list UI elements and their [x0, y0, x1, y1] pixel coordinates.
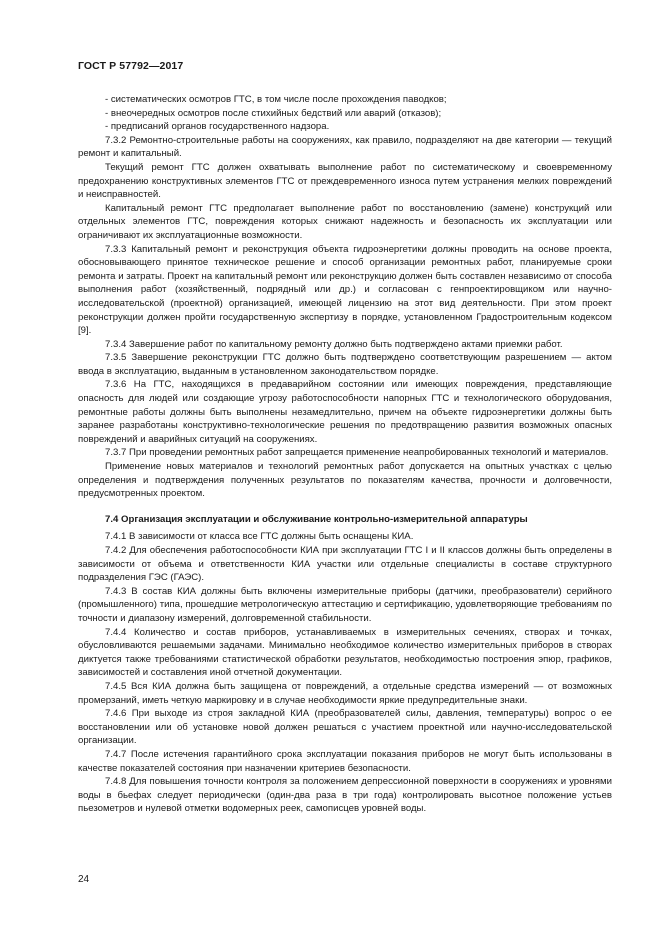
section-title: 7.4 Организация эксплуатации и обслуживание контрольно-измерительной аппаратуры — [105, 513, 528, 525]
paragraph: 7.4.7 После истечения гарантийного срока эксплуатации показания приборов не могут быть использованы в качестве показателей состояния при назначении критериев безопасности. — [78, 748, 612, 774]
document-code: ГОСТ Р 57792—2017 — [78, 60, 184, 72]
paragraph: 7.3.7 При проведении ремонтных работ запрещается применение неапробированных технологий и материалов. — [105, 447, 609, 459]
paragraph: 7.4.8 Для повышения точности контроля за положением депрессионной поверхности в сооружениях и уровнями воды в бьефах следует периодически (один-два раза в три года) контролировать высотное положение устьев пьезометров и нулевой отметки водомерных реек, самописцев уровней воды. — [78, 776, 612, 815]
paragraph: 7.3.4 Завершение работ по капитальному ремонту должно быть подтверждено актами приемки работ. — [105, 338, 563, 350]
page-number: 24 — [78, 874, 90, 885]
paragraph: Капитальный ремонт ГТС предполагает выполнение работ по восстановлению (замене) конструкций или отдельных элементов ГТС, повреждения которых снижают надежность и безопасность их эксплуатации или ограничивают их эксплуатационные возможности. — [78, 202, 612, 241]
paragraph: Текущий ремонт ГТС должен охватывать выполнение работ по систематическому и своевременному предохранению конструктивных элементов ГТС от преждевременного износа путем устранения мелких повреждений и неисправностей. — [78, 161, 612, 201]
paragraph: 7.4.5 Вся КИА должна быть защищена от повреждений, а отдельные средства измерений — от возможных промерзаний, иметь четкую маркировку и в случае необходимости яркие предупредительные знаки. — [78, 680, 612, 706]
list-item: - предписаний органов государственного надзора. — [105, 121, 330, 133]
document-body — [78, 93, 612, 816]
paragraph: Применение новых материалов и технологий ремонтных работ допускается на опытных участках с целью определения и подтверждения полученных результатов по показателям качества, прочности и долговечности, предусмотренных проектом. — [78, 461, 612, 500]
paragraph: 7.4.1 В зависимости от класса все ГТС должны быть оснащены КИА. — [105, 531, 414, 543]
paragraph: 7.3.2 Ремонтно-строительные работы на сооружениях, как правило, подразделяют на две категории — текущий ремонт и капитальный. — [78, 134, 612, 160]
paragraph: 7.3.3 Капитальный ремонт и реконструкция объекта гидроэнергетики должны проводить на основе проекта, обосновывающего принятое техническое решение и способ организации ремонтных работ, планируемые сроки ремонта и затраты. Проект на капитальный ремонт или реконструкцию должен быть составлен независимо от способа выполнения работ (хозяйственный, подрядный или др.) и согласован с генпроектировщиком или научно-исследовательской (проектной) организацией, имеющей лицензию на этот вид деятельности. При этом проект реконструкции должен пройти государственную экспертизу в порядке, установленном Градостроительным кодексом [9]. — [78, 243, 612, 337]
paragraph: 7.4.2 Для обеспечения работоспособности КИА при эксплуатации ГТС I и II классов должны быть определены в зависимости от объема и ответственности КИА участки или отдельные специалисты в составе структурного подразделения ГЭС (ГАЭС). — [78, 545, 612, 584]
paragraph: 7.3.6 На ГТС, находящихся в предаварийном состоянии или имеющих повреждения, представляющие опасность для людей или создающие угрозу работоспособности напорных ГТС и технологического оборудования, ремонтные работы должны быть выполнены незамедлительно, причем на объекте гидроэнергетики должны быть заранее разработаны конструктивно-технологические решения по предотвращению развития возможных опасных повреждений и аварийных ситуаций на сооружениях. — [78, 379, 612, 445]
list-item: - внеочередных осмотров после стихийных бедствий или аварий (отказов); — [105, 107, 442, 119]
paragraph: 7.4.4 Количество и состав приборов, устанавливаемых в измерительных сечениях, створах и точках, обусловливаются решаемыми задачами. Минимально необходимое количество измерительных приборов в створах диктуется также требованиями статистической обработки результатов, необходимостью построения эпюр, графиков, зависимостей и составления иной отчетной документации. — [78, 626, 612, 679]
list-item: - систематических осмотров ГТС, в том числе после прохождения паводков; — [105, 94, 447, 105]
paragraph: 7.4.6 При выходе из строя закладной КИА (преобразователей силы, давления, температуры) вопрос о ее восстановлении или об установке новой должен решаться с участием проектной или научно-исследовательской организации. — [78, 708, 612, 747]
paragraph: 7.4.3 В состав КИА должны быть включены измерительные приборы (датчики, преобразователи) серийного (промышленного) типа, прошедшие метрологическую аттестацию и сертификацию, удовлетворяющие требованиям по точности и диапазону измерений, долговременной стабильности. — [78, 585, 612, 624]
paragraph: 7.3.5 Завершение реконструкции ГТС должно быть подтверждено соответствующим разрешением — актом ввода в эксплуатацию, выданным в установленном законодательством порядке. — [78, 352, 612, 377]
